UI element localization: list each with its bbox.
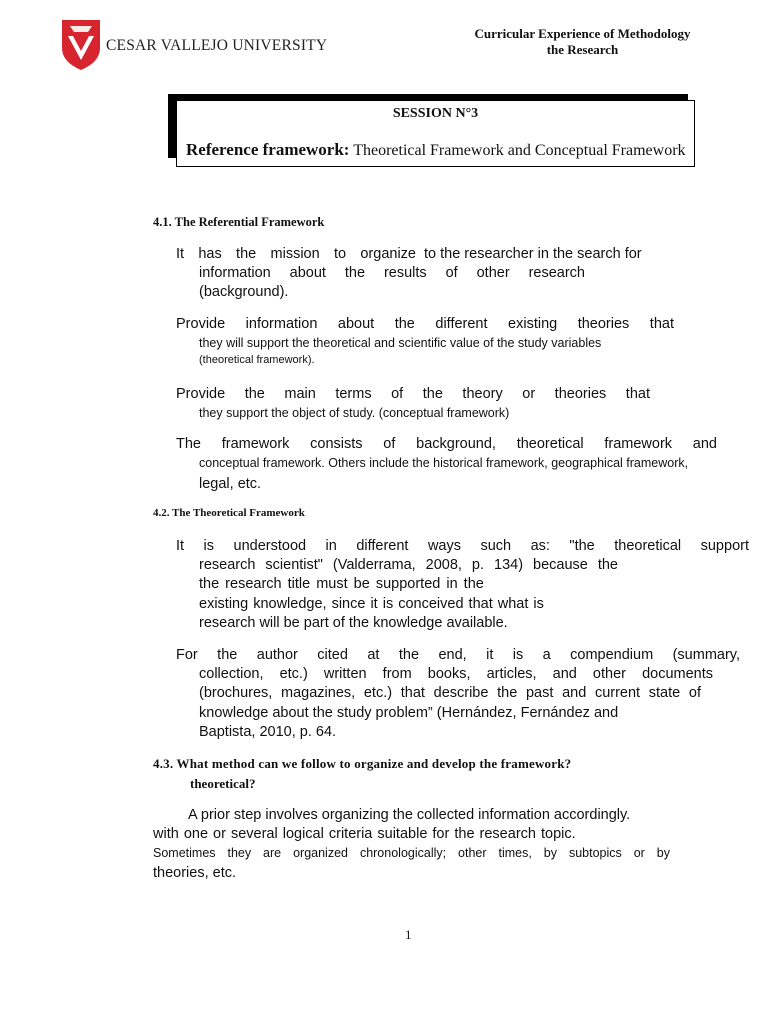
paragraph-line: (background). [199,284,289,300]
paragraph-line: conceptual framework. Others include the historical framework, geographical framework, [199,456,689,470]
paragraph-line: collection, etc.) written from books, articles, and other documents [199,666,713,682]
paragraph-line: the research title must be supported in the [199,576,484,592]
course-line-2: the Research [546,42,619,57]
section-heading-4-3: 4.3. What method can we follow to organize and develop the framework? [153,756,572,771]
paragraph-line: they support the object of study. (conceptual framework) [199,406,510,420]
paragraph-line: (theoretical framework). [199,354,315,366]
section-heading-4-1: 4.1. The Referential Framework [153,215,325,229]
page-number: 1 [405,927,412,942]
paragraph-line: information about the results of other research [199,265,585,281]
paragraph-line: (brochures, magazines, etc.) that describe the past and current state of [199,685,701,701]
paragraph-line: research will be part of the knowledge available. [199,615,508,631]
paragraph-line: A prior step involves organizing the collected information accordingly. [188,807,631,823]
paragraph-line: It has the mission to organize [176,246,416,262]
session-title-line [186,140,686,160]
paragraph-line: For the author cited at the end, it is a compendium (summary, [176,647,740,663]
section-heading-4-2: 4.2. The Theoretical Framework [153,507,305,519]
session-number: SESSION N°3 [392,106,479,121]
paragraph-line: Baptista, 2010, p. 64. [199,724,337,740]
paragraph-line: The framework consists of background, theoretical framework and [176,436,717,452]
paragraph-line: they will support the theoretical and scientific value of the study variables [199,336,602,350]
session-label: Reference framework: [186,140,350,159]
paragraph-line: to the researcher in the search for [424,246,642,262]
paragraph-line: legal, etc. [199,476,262,492]
course-header [440,26,725,58]
course-line-1: Curricular Experience of Methodology [474,26,691,41]
paragraph-line: Provide information about the different existing theories that [176,316,674,332]
paragraph-line: Sometimes they are organized chronologically; other times, by subtopics or by [153,846,670,860]
paragraph-line: existing knowledge, since it is conceived that what is [199,596,544,612]
university-shield-logo [62,20,100,70]
paragraph-line: theories, etc. [153,865,237,881]
university-name: CESAR VALLEJO UNIVERSITY [106,37,328,54]
paragraph-line: knowledge about the study problem” (Hernández, Fernández and [199,705,619,721]
paragraph-line: with one or several logical criteria suitable for the research topic. [153,826,576,842]
session-title: Theoretical Framework and Conceptual Framework [353,142,686,159]
paragraph-line: It is understood in different ways such as: "the theoretical support [176,538,749,554]
section-heading-4-3-cont: theoretical? [190,776,256,791]
paragraph-line: research scientist" (Valderrama, 2008, p. 134) because the [199,557,618,573]
paragraph-line: Provide the main terms of the theory or theories that [176,386,650,402]
